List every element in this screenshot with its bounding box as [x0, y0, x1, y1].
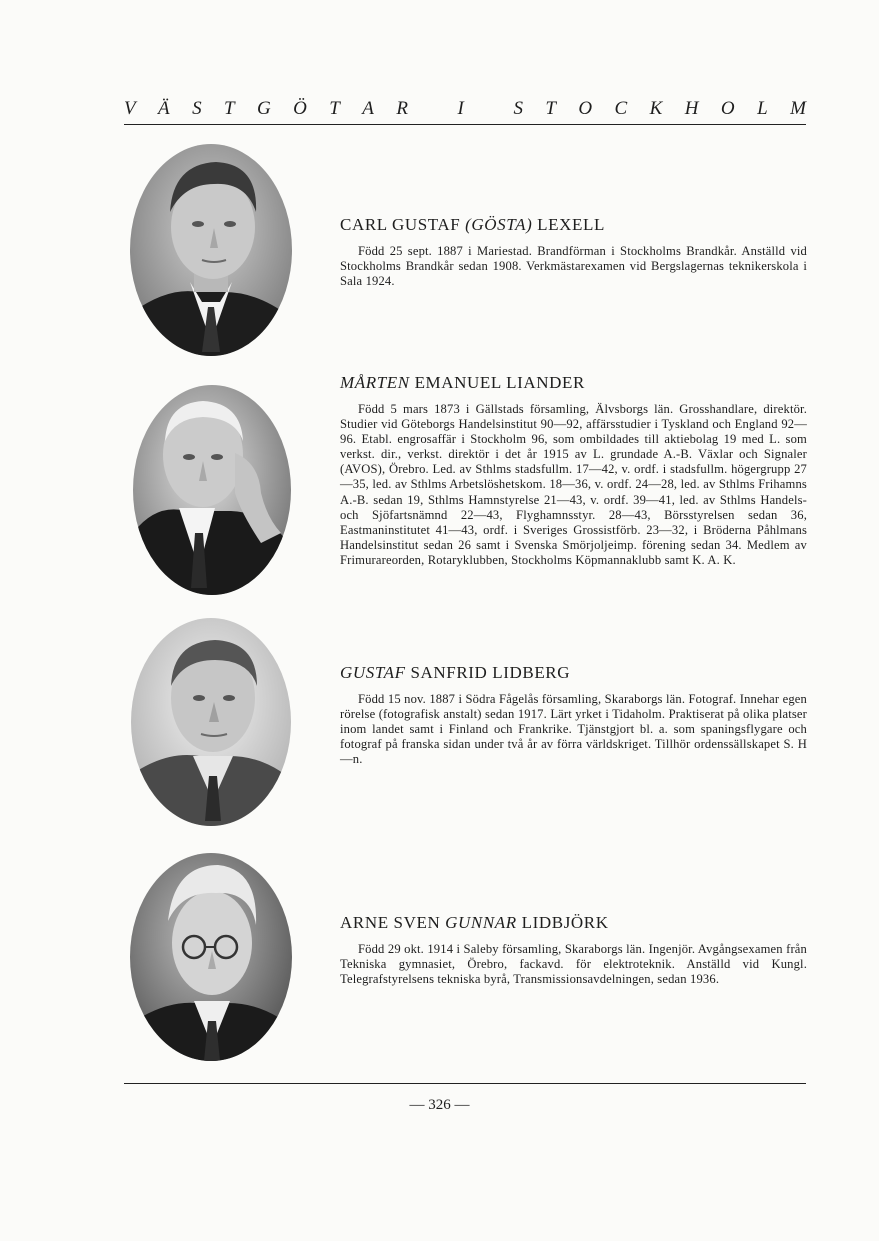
- header-letter: V: [124, 98, 136, 119]
- name-part: LIDBJÖRK: [516, 913, 609, 932]
- header-letter: G: [256, 98, 271, 119]
- header-letter: T: [545, 98, 556, 119]
- entry-lidbjork: [340, 913, 807, 987]
- portrait-liander: [131, 383, 293, 598]
- header-letter: Ö: [293, 98, 307, 119]
- header-letter: T: [223, 98, 235, 119]
- name-part-italic: GUSTAF: [340, 663, 406, 682]
- entry-name: [340, 913, 807, 933]
- entry-name: [340, 373, 807, 393]
- header-letter: O: [578, 98, 593, 119]
- header-letter: C: [614, 98, 628, 119]
- entry-name: [340, 663, 807, 683]
- header-letter: M: [790, 98, 806, 119]
- header-letter: O: [720, 98, 735, 119]
- portrait-lidberg: [129, 616, 293, 828]
- name-part: EMANUEL LIANDER: [409, 373, 585, 392]
- header-letter: [486, 98, 491, 120]
- entry-biography: Född 5 mars 1873 i Gällstads församling, Älvsborgs län. Grosshandlare, direktör. Studier vid Göteborgs Handelsinstitut 90—92, affärsstudier i Tyskland och England 92—96. Etabl. engrosaffär i Stockholm 96, som ombildades till aktiebolag 19 med L. som verkst. dir., verkst. direktör i det år 1915 av L. grundade A.-B. Växlar och Signaler (AVOS), Örebro. Led. av Sthlms stadsfullm. 17—42, v. ordf. i stadsfullm. högergrupp 27—35, led. av Sthlms Arbetslöshetskom. 18—36, v. ordf. 24—28, led. av Sthlms Frihamns A.-B. sedan 19, Sthlms Hamnstyrelse 21—43, v. ordf. 39—41, led. av Sthlms Handels- och Sjöfartsnämnd 22—43, Flyghamnsstyr. 28—43, Börsstyrelsen sedan 36, Eastmaninstitutet 41—43, ordf. i Sveriges Grossistförb. 23—32, i Bröderna Påhlmans Handelsinstitut sedan 26 samt i Svenska Smörjoljeimp. förening sedan 34. Medlem av Frimurareorden, Rotaryklubben, Stockholms Köpmannaklubb samt K. A. K.: [340, 402, 807, 567]
- name-part: CARL GUSTAF: [340, 215, 466, 234]
- entry-liander: [340, 373, 807, 568]
- entry-biography: Född 15 nov. 1887 i Södra Fågelås församling, Skaraborgs län. Fotograf. Innehar egen rörelse (fotografisk anstalt) sedan 1917. Lärt yrket i Tidaholm. Praktiserat på olika platser inom landet samt i Finland och Frankrike. Tjänstgjort bl. a. som spaningsflygare och fotograf på franska sidan under två år av förra världskriget. Tillhör ordenssällskapet S. H—n.: [340, 692, 807, 767]
- header-letter: Ä: [158, 98, 170, 119]
- name-part: ARNE SVEN: [340, 913, 446, 932]
- entry-lidberg: [340, 663, 807, 767]
- entry-biography: Född 29 okt. 1914 i Saleby församling, Skaraborgs län. Ingenjör. Avgångsexamen från Tekniska gymnasiet, Örebro, fackavd. för elektroteknik. Anställd vid Kungl. Telegrafstyrelsens tekniska byrå, Transmissionsavdelningen, sedan 1936.: [340, 942, 807, 987]
- running-header: [124, 98, 806, 120]
- name-part-italic: (GÖSTA): [465, 215, 533, 234]
- header-letter: K: [649, 98, 663, 119]
- entry-lexell: [340, 215, 807, 289]
- header-letter: A: [362, 98, 374, 119]
- header-letter: S: [192, 98, 202, 119]
- name-part: SANFRID LIDBERG: [405, 663, 571, 682]
- header-letter: S: [513, 98, 523, 119]
- name-part: LEXELL: [532, 215, 605, 234]
- portrait-lidbjork: [128, 851, 294, 1063]
- portrait-lexell: [128, 142, 294, 358]
- header-letter: R: [396, 98, 408, 119]
- name-part-italic: MÅRTEN: [340, 373, 410, 392]
- header-letter: T: [329, 98, 340, 119]
- header-letter: I: [457, 98, 464, 119]
- header-letter: H: [684, 98, 699, 119]
- entry-name: [340, 215, 807, 235]
- entry-biography: Född 25 sept. 1887 i Mariestad. Brandförman i Stockholms Brandkår. Anställd vid Stockholms Brandkår sedan 1908. Verkmästarexamen vid Bergslagernas teknikerskola i Sala 1924.: [340, 244, 807, 289]
- header-rule: [124, 124, 806, 125]
- footer-rule: [124, 1083, 806, 1084]
- header-letter: L: [757, 98, 768, 119]
- page-number: — 326 —: [409, 1097, 470, 1113]
- header-letter: [430, 98, 435, 120]
- name-part-italic: GUNNAR: [445, 913, 517, 932]
